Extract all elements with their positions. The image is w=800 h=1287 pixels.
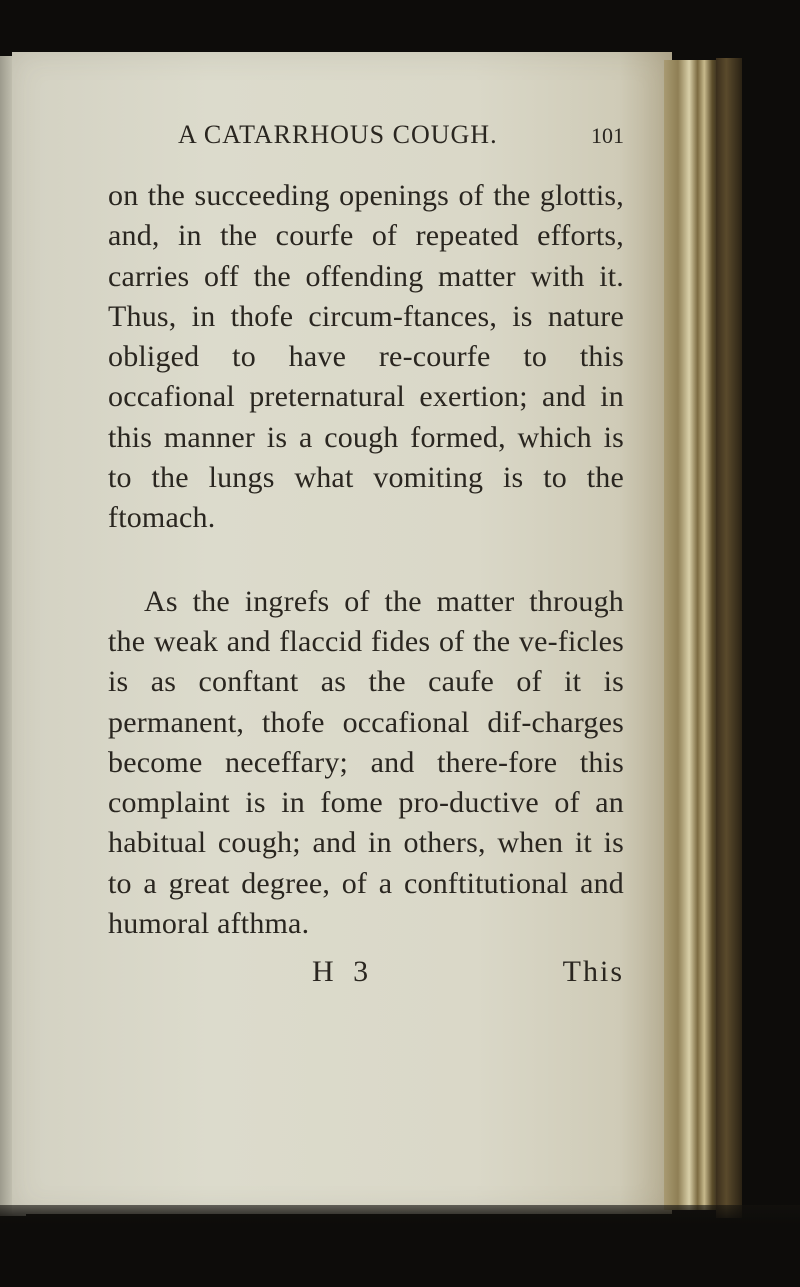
running-head-title: A CATARRHOUS COUGH. (178, 120, 498, 149)
paragraph-1: on the succeeding openings of the glottis, and, in the courfe of repeated efforts, carries off the offending matter with it. Thus, in thofe circum-ftances, is nature obliged to have re-courfe to this occafional preternatural exertion; and in this manner is a cough formed, which is to the lungs what vomiting is to the ftomach. (108, 179, 624, 535)
catchword: This (562, 955, 624, 988)
page-gutter (664, 60, 720, 1210)
page-footer (108, 955, 624, 995)
bottom-shadow (0, 1205, 800, 1225)
book-binding (716, 58, 742, 1218)
signature-mark: H 3 (312, 955, 375, 988)
page-number: 101 (591, 123, 624, 148)
paragraph-2: As the ingrefs of the matter through the weak and flaccid fides of the ve-ficles is as conftant as the caufe of it is permanent, thofe occafional dif-charges become neceffary; and there-fore this complaint is in fome pro-ductive of an habitual cough; and in others, when it is to a great degree, of a conftitutional and humoral afthma. (108, 584, 624, 941)
running-head (178, 120, 624, 160)
page-text (108, 120, 624, 974)
